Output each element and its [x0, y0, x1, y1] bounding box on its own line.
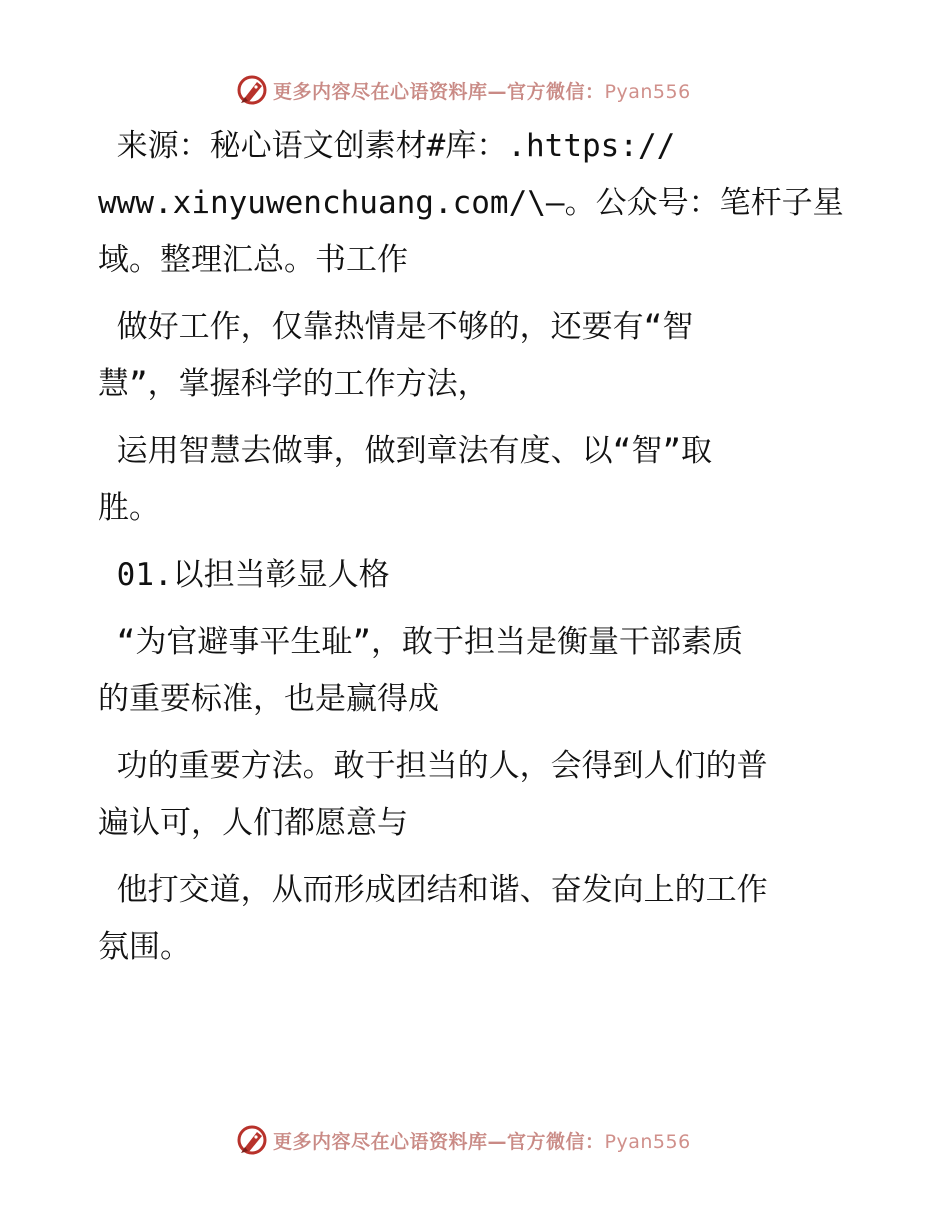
- footer-brand: 更多内容尽在心语资料库—官方微信：: [273, 1130, 605, 1153]
- header-banner-text: [273, 77, 691, 104]
- footer-banner-text: [273, 1127, 691, 1154]
- pen-nib-logo-icon: [235, 1123, 269, 1157]
- pen-nib-logo-icon: [235, 73, 269, 107]
- header-wechat-id: Pyan556: [604, 80, 691, 103]
- paragraph-source: 来源：秘心语文创素材#库：.https:// www.xinyuwenchuang.com/\—。公众号：笔杆子星 域。整理汇总。书工作: [98, 128, 844, 278]
- paragraph-method: 功的重要方法。敢于担当的人，会得到人们的普 遍认可，人们都愿意与: [98, 748, 768, 841]
- paragraph-atmosphere: 他打交道，从而形成团结和谐、奋发向上的工作 氛围。: [98, 872, 768, 965]
- paragraph-responsibility: “为官避事平生耻”，敢于担当是衡量干部素质 的重要标准，也是赢得成: [98, 624, 743, 717]
- footer-banner: [235, 1122, 691, 1158]
- document-body: [98, 118, 858, 986]
- paragraph-intro: 做好工作，仅靠热情是不够的，还要有“智 慧”，掌握科学的工作方法，: [98, 309, 694, 402]
- section-heading-01: 01.以担当彰显人格: [98, 557, 390, 593]
- footer-wechat-id: Pyan556: [604, 1130, 691, 1153]
- header-brand: 更多内容尽在心语资料库—官方微信：: [273, 80, 605, 103]
- header-banner: [235, 72, 691, 108]
- paragraph-wisdom: 运用智慧去做事，做到章法有度、以“智”取 胜。: [98, 433, 712, 526]
